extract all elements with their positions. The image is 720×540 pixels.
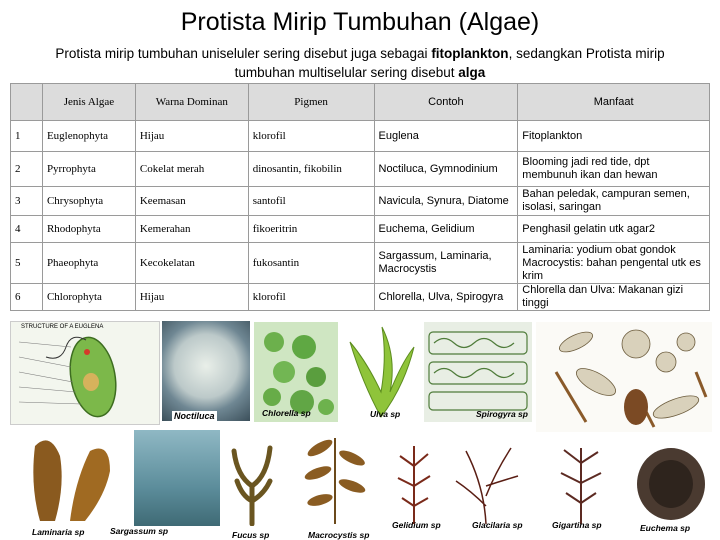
euglena-diagram-label: STRUCTURE OF A EUGLENA [21, 324, 104, 330]
ulva-illustration [342, 322, 420, 422]
glacilaria-photo [446, 436, 526, 526]
header-no [11, 84, 43, 121]
glacilaria-illustration [446, 436, 526, 526]
cell-warna: Hijau [135, 284, 248, 311]
cell-no: 4 [11, 216, 43, 243]
caption-gelidium: Gelidium sp [392, 520, 441, 530]
cell-pigmen: klorofil [248, 121, 374, 152]
cell-contoh: Euchema, Gelidium [374, 216, 518, 243]
table-row [11, 152, 710, 187]
cell-warna: Hijau [135, 121, 248, 152]
cell-warna: Keemasan [135, 187, 248, 216]
subtitle-bold-alga: alga [458, 65, 486, 80]
table-row [11, 284, 710, 311]
cell-pigmen: fukosantin [248, 243, 374, 284]
cell-jenis: Chrysophyta [42, 187, 135, 216]
caption-spirogyra: Spirogyra sp [476, 409, 528, 419]
laminaria-illustration [10, 426, 130, 526]
subtitle-text-1: Protista mirip tumbuhan uniseluler sering disebut juga sebagai [55, 46, 432, 61]
cell-contoh: Chlorella, Ulva, Spirogyra [374, 284, 518, 311]
macrocystis-photo [290, 428, 380, 526]
euchema-photo [630, 436, 712, 526]
caption-sargassum: Sargassum sp [110, 526, 169, 536]
header-contoh: Contoh [374, 84, 518, 121]
sargassum-photo [134, 430, 220, 526]
cell-manfaat: Fitoplankton [518, 121, 710, 152]
subtitle-bold-fitoplankton: fitoplankton [431, 46, 509, 61]
cell-pigmen: dinosantin, fikobilin [248, 152, 374, 187]
diatom-shapes [536, 322, 712, 432]
spirogyra-photo [424, 322, 532, 422]
ulva-photo [342, 322, 420, 422]
gelidium-illustration [388, 436, 440, 526]
page-subtitle [40, 44, 680, 82]
fucus-photo [222, 436, 282, 526]
diatom-illustration [536, 322, 712, 432]
header-jenis: Jenis Algae [42, 84, 135, 121]
gelidium-photo [388, 436, 440, 526]
header-warna: Warna Dominan [135, 84, 248, 121]
cell-jenis: Euglenophyta [42, 121, 135, 152]
cell-warna: Cokelat merah [135, 152, 248, 187]
page-title: Protista Mirip Tumbuhan (Algae) [180, 8, 540, 36]
cell-no: 2 [11, 152, 43, 187]
cell-warna: Kecokelatan [135, 243, 248, 284]
chlorella-photo [254, 322, 338, 422]
cell-pigmen: santofil [248, 187, 374, 216]
caption-chlorella: Chlorella sp [262, 408, 311, 418]
table-row [11, 121, 710, 152]
chlorella-cells [254, 322, 338, 422]
cell-no: 1 [11, 121, 43, 152]
gigartina-illustration [546, 438, 616, 526]
cell-warna: Kemerahan [135, 216, 248, 243]
table-row [11, 216, 710, 243]
cell-contoh: Sargassum, Laminaria, Macrocystis [374, 243, 518, 284]
caption-glacilaria: Glacilaria sp [472, 520, 523, 530]
cell-manfaat: Chlorella dan Ulva: Makanan gizi tinggi [518, 284, 710, 311]
cell-jenis: Chlorophyta [42, 284, 135, 311]
fucus-illustration [222, 436, 282, 526]
cell-contoh: Navicula, Synura, Diatome [374, 187, 518, 216]
cell-no: 3 [11, 187, 43, 216]
cell-manfaat: Bahan peledak, campuran semen, isolasi, saringan [518, 187, 710, 216]
algae-table [10, 83, 710, 311]
caption-macrocystis: Macrocystis sp [308, 530, 370, 540]
cell-pigmen: fikoeritrin [248, 216, 374, 243]
euglena-diagram [10, 321, 160, 425]
euchema-illustration [630, 436, 712, 526]
spirogyra-filaments [424, 322, 532, 422]
header-pigmen: Pigmen [248, 84, 374, 121]
caption-gigartina: Gigartina sp [552, 520, 602, 530]
table-header-row [11, 84, 710, 121]
table-row [11, 243, 710, 284]
cell-no: 6 [11, 284, 43, 311]
cell-pigmen: klorofil [248, 284, 374, 311]
cell-no: 5 [11, 243, 43, 284]
macrocystis-illustration [290, 428, 380, 526]
cell-jenis: Phaeophyta [42, 243, 135, 284]
algae-photo-gallery [0, 318, 720, 540]
caption-euchema: Euchema sp [640, 523, 691, 533]
euglena-illustration [11, 322, 159, 424]
laminaria-photo [10, 426, 130, 526]
cell-manfaat: Penghasil gelatin utk agar2 [518, 216, 710, 243]
caption-noctiluca: Noctiluca [174, 411, 215, 421]
caption-laminaria: Laminaria sp [32, 527, 85, 537]
cell-contoh: Noctiluca, Gymnodinium [374, 152, 518, 187]
cell-jenis: Pyrrophyta [42, 152, 135, 187]
caption-ulva: Ulva sp [370, 409, 401, 419]
cell-contoh: Euglena [374, 121, 518, 152]
cell-jenis: Rhodophyta [42, 216, 135, 243]
gigartina-photo [546, 438, 616, 526]
header-manfaat: Manfaat [518, 84, 710, 121]
caption-fucus: Fucus sp [232, 530, 270, 540]
cell-manfaat: Blooming jadi red tide, dpt membunuh ikan dan hewan [518, 152, 710, 187]
cell-manfaat: Laminaria: yodium obat gondok Macrocystis: bahan pengental utk es krim [518, 243, 710, 284]
table-row [11, 187, 710, 216]
noctiluca-photo [162, 321, 250, 421]
subtitle-text-2: , sedangkan Protista mirip tumbuhan multiselular sering disebut [234, 46, 665, 80]
